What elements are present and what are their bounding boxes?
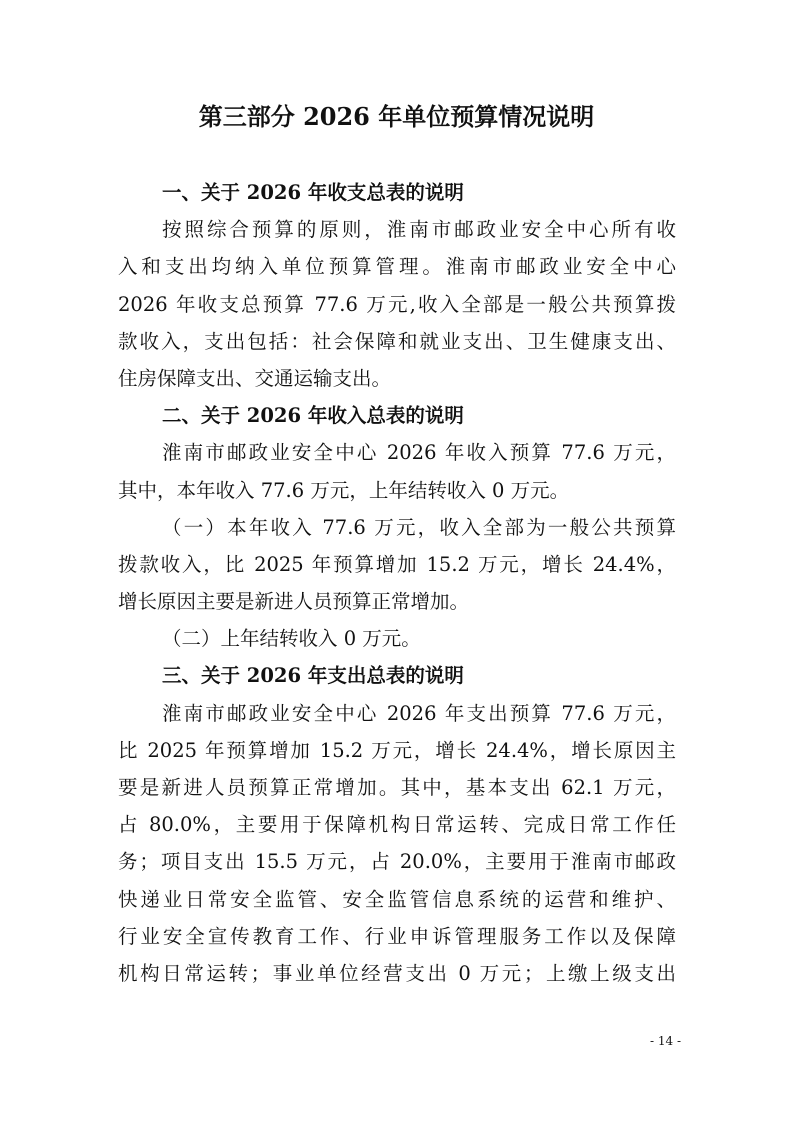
paragraph-line: 占 80.0%，主要用于保障机构日常运转、完成日常工作任	[118, 813, 676, 837]
paragraph-line: 拨款收入，比 2025 年预算增加 15.2 万元，增长 24.4%，	[118, 552, 676, 576]
page-title: 第三部分 2026 年单位预算情况说明	[198, 102, 595, 131]
section-heading: 三、关于 2026 年支出总表的说明	[162, 664, 464, 688]
paragraph-line: 快递业日常安全监管、安全监管信息系统的运营和维护、	[118, 887, 676, 911]
paragraph-line: 增长原因主要是新进人员预算正常增加。	[118, 590, 470, 614]
section-heading: 二、关于 2026 年收入总表的说明	[162, 404, 464, 428]
section-heading: 一、关于 2026 年收支总表的说明	[162, 181, 464, 204]
paragraph-line: 按照综合预算的原则，淮南市邮政业安全中心所有收	[162, 218, 676, 242]
paragraph-line: 住房保障支出、交通运输支出。	[118, 366, 392, 390]
paragraph-line: 入和支出均纳入单位预算管理。淮南市邮政业安全中心	[118, 255, 676, 279]
paragraph-line: 比 2025 年预算增加 15.2 万元，增长 24.4%，增长原因主	[118, 738, 676, 762]
document-body	[118, 174, 676, 992]
paragraph-line: 淮南市邮政业安全中心 2026 年收入预算 77.6 万元，	[162, 441, 676, 465]
paragraph-line: 其中，本年收入 77.6 万元，上年结转收入 0 万元。	[118, 478, 570, 502]
paragraph-line: （二）上年结转收入 0 万元。	[162, 627, 421, 651]
paragraph-line: 款收入，支出包括：社会保障和就业支出、卫生健康支出、	[118, 329, 676, 353]
page-number: - 14 -	[649, 1034, 681, 1048]
paragraph-line: （一）本年收入 77.6 万元，收入全部为一般公共预算	[162, 515, 676, 539]
paragraph-line: 机构日常运转；事业单位经营支出 0 万元；上缴上级支出	[118, 961, 676, 985]
paragraph-line: 要是新进人员预算正常增加。其中，基本支出 62.1 万元，	[118, 776, 676, 799]
paragraph-line: 淮南市邮政业安全中心 2026 年支出预算 77.6 万元，	[162, 701, 676, 725]
paragraph-line: 行业安全宣传教育工作、行业申诉管理服务工作以及保障	[118, 924, 676, 948]
paragraph-line: 2026 年收支总预算 77.6 万元,收入全部是一般公共预算拨	[118, 292, 676, 316]
paragraph-line: 务；项目支出 15.5 万元，占 20.0%，主要用于淮南市邮政	[118, 850, 676, 874]
